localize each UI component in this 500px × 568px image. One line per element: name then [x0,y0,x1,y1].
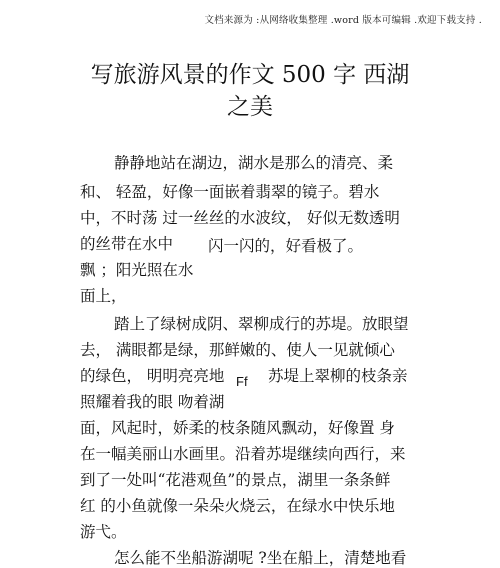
paragraph-line: 照耀着我的眼 吻着湖 [80,393,225,411]
paragraph-line: 苏堤上翠柳的枝条亲 [268,367,408,385]
paragraph-line: 的绿色， 明明亮亮地 [80,367,225,385]
paragraph-line: 中，不时荡 过一丝丝的水波纹， 好似无数透明 [80,209,400,227]
document-title-continued: 之美 [227,94,273,120]
paragraph-line: 飘 ；阳光照在水 [80,261,194,279]
stray-glyph: Ff [236,374,248,389]
paragraph-line: 红 的小鱼就像一朵朵火烧云，在绿水中快乐地 [80,497,395,515]
paragraph-line: 和、 轻盈，好像一面嵌着翡翠的镜子。碧水 [80,183,380,201]
paragraph-line: 在一幅美丽山水画里。沿着苏堤继续向西行，来 [80,445,406,463]
paragraph-line: 去， 满眼都是绿，那鲜嫩的、使人一见就倾心 [80,341,395,359]
source-note: 文档来源为 :从网络收集整理 .word 版本可编辑 .欢迎下载支持 . [204,15,482,26]
paragraph-line: 闪一闪的，好看极了。 [208,237,364,255]
paragraph-line: 游弋。 [80,523,127,541]
document-title: 写旅游风景的作文 500 字 西湖 [90,62,410,88]
paragraph-line: 的丝带在水中 [80,235,174,253]
paragraph-line: 静静地站在湖边，湖水是那么的清亮、柔 [114,154,394,172]
paragraph-line: 怎么能不坐船游湖呢 ?坐在船上，清楚地看 [114,549,407,567]
paragraph-line: 面，风起时，娇柔的枝条随风飘动，好像置 身 [80,419,395,437]
paragraph-line: 面上， [80,287,127,305]
paragraph-line: 到了一处叫“花港观鱼”的景点，湖里一条条鲜 [80,471,391,489]
paragraph-line: 踏上了绿树成阴、翠柳成行的苏堤。放眼望 [114,315,409,333]
